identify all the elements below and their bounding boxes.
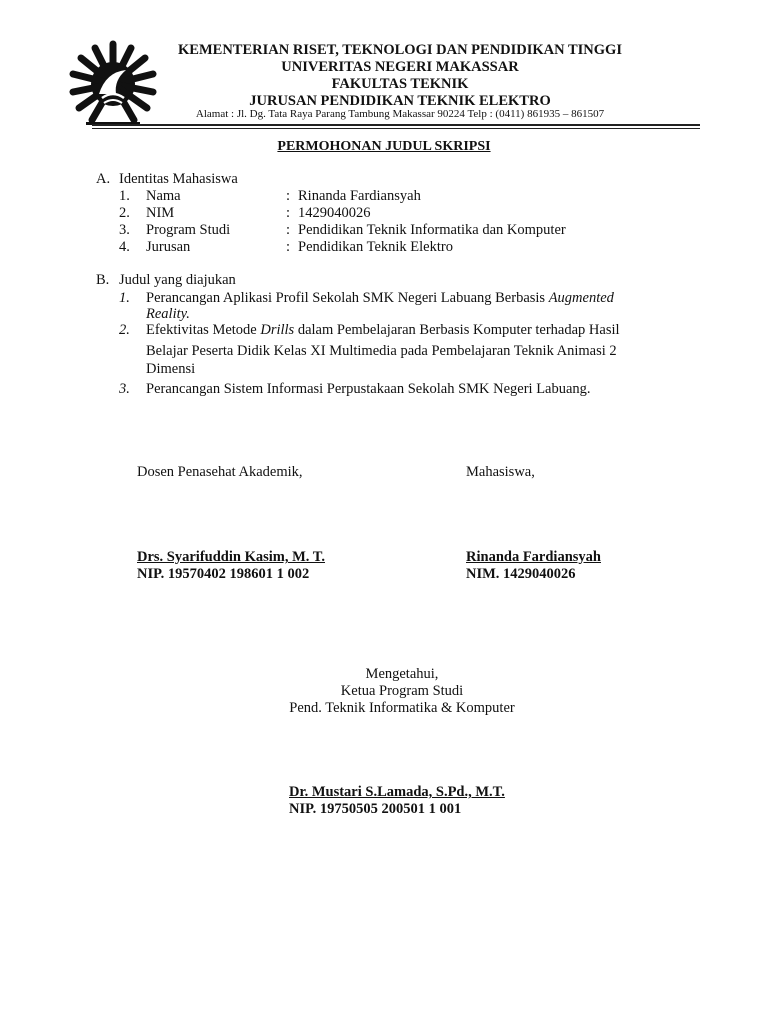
section-b-heading: Judul yang diajukan — [119, 272, 236, 288]
row-number: 3. — [119, 222, 130, 238]
section-a-marker: A. — [96, 171, 111, 187]
field-separator: : — [286, 222, 291, 238]
field-value: Pendidikan Teknik Elektro — [298, 239, 453, 255]
advisor-name: Drs. Syarifuddin Kasim, M. T. — [137, 549, 325, 565]
head-nip: NIP. 19750505 200501 1 001 — [289, 801, 462, 817]
address-line: Alamat : Jl. Dg. Tata Raya Parang Tambung Makassar 90224 Telp : (0411) 861935 – 861507 — [195, 108, 605, 120]
ministry-name: KEMENTERIAN RISET, TEKNOLOGI DAN PENDIDIKAN TINGGI — [178, 42, 622, 58]
title-number: 1. — [119, 290, 130, 306]
proposed-title-line: Belajar Peserta Didik Kelas XI Multimedia pada Pembelajaran Teknik Animasi 2 — [146, 343, 617, 359]
header-rule-thick — [92, 124, 700, 126]
acknowledged-label: Mengetahui, — [365, 666, 439, 682]
field-separator: : — [286, 239, 291, 255]
university-seal-icon — [66, 38, 160, 126]
title-text: dalam Pembelajaran Berbasis Komputer terhadap Hasil — [294, 322, 620, 338]
proposed-title-line: Perancangan Sistem Informasi Perpustakaan Sekolah SMK Negeri Labuang. — [146, 381, 591, 397]
row-number: 4. — [119, 239, 130, 255]
title-text-italic: Drills — [260, 322, 295, 338]
row-number: 2. — [119, 205, 130, 221]
field-value: Pendidikan Teknik Informatika dan Komputer — [298, 222, 566, 238]
field-value: Rinanda Fardiansyah — [298, 188, 421, 204]
student-role: Mahasiswa, — [466, 464, 535, 480]
field-value: 1429040026 — [298, 205, 371, 221]
university-name: UNIVERITAS NEGERI MAKASSAR — [281, 59, 519, 75]
head-role: Ketua Program Studi — [340, 683, 464, 699]
advisor-nip: NIP. 19570402 198601 1 002 — [137, 566, 310, 582]
section-a-heading: Identitas Mahasiswa — [119, 171, 238, 187]
field-separator: : — [286, 188, 291, 204]
faculty-name: FAKULTAS TEKNIK — [331, 76, 469, 92]
title-text: Efektivitas Metode — [146, 322, 261, 338]
row-number: 1. — [119, 188, 130, 204]
student-nim: NIM. 1429040026 — [466, 566, 576, 582]
field-label: Nama — [146, 188, 181, 204]
title-number: 3. — [119, 381, 130, 397]
field-label: Jurusan — [146, 239, 191, 255]
title-text-italic: Augmented — [548, 290, 614, 306]
head-name: Dr. Mustari S.Lamada, S.Pd., M.T. — [289, 784, 505, 800]
department-name: JURUSAN PENDIDIKAN TEKNIK ELEKTRO — [249, 93, 551, 109]
proposed-title-line — [146, 322, 620, 339]
header-rule-thin — [92, 128, 700, 129]
document-title: PERMOHONAN JUDUL SKRIPSI — [277, 139, 491, 154]
proposed-title-line: Reality. — [146, 306, 190, 322]
proposed-title-line: Dimensi — [146, 361, 196, 377]
advisor-role: Dosen Penasehat Akademik, — [137, 464, 303, 480]
field-separator: : — [286, 205, 291, 221]
title-text: Perancangan Aplikasi Profil Sekolah SMK Negeri Labuang Berbasis — [146, 290, 549, 306]
study-program: Pend. Teknik Informatika & Komputer — [289, 700, 515, 716]
field-label: NIM — [146, 205, 175, 221]
section-b-marker: B. — [96, 272, 110, 288]
student-name: Rinanda Fardiansyah — [466, 549, 601, 565]
field-label: Program Studi — [146, 222, 231, 238]
proposed-title-line — [146, 290, 614, 307]
title-number: 2. — [119, 322, 130, 338]
